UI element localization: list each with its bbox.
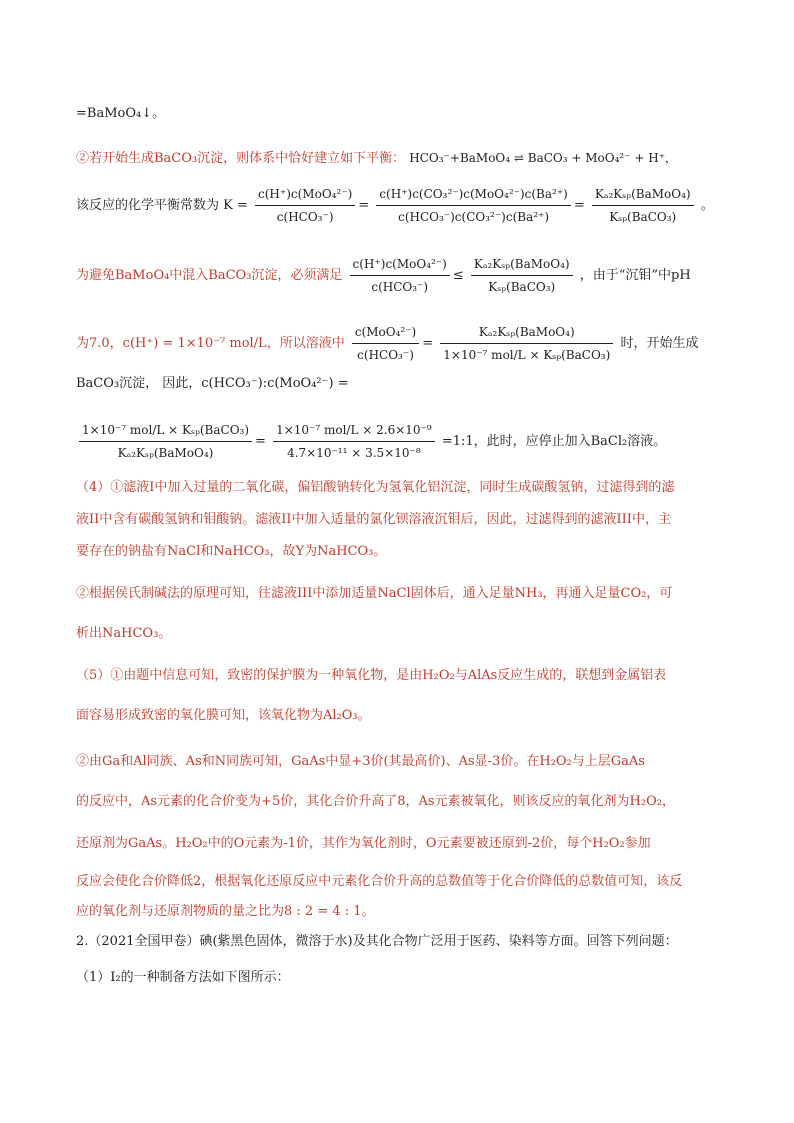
text-line: 的反应中，As元素的化合价变为+5价，其化合价升高了8，As元素被氧化，则该反应的氧化剂为H₂O₂， <box>76 794 675 809</box>
formula-line: 该反应的化学平衡常数为 K = $\frac{\text{c(H⁺)c(MoO₄²⁻)}}{\text{c(HCO₃⁻)}}$ = $\frac{\text{c(H⁺)c(CO₃²⁻)c(MoO₄²⁻)c(Ba²⁺)}}{\text{c(HCO₃⁻)c(CO₃²⁻)c(Ba²⁺)}}$ = $\frac{\text{Kₐ₂Kₛₚ(BaMoO₄)}}{\text{Kₛₚ(BaCO₃)}}$ 。 <box>76 184 734 227</box>
text-line: 液II中含有碳酸氢钠和钼酸钠。滤液II中加入适量的氯化钡溶液沉钼后，因此，过滤得到的滤液III中，主 <box>76 512 671 527</box>
text-line: ②由Ga和Al同族、As和N同族可知，GaAs中显+3价(其最高价)、As显-3价。在H₂O₂与上层GaAs <box>76 754 645 769</box>
text-line: （5）①由题中信息可知，致密的保护膜为一种氧化物，是由H₂O₂与AlAs反应生成的，联想到金属铝表 <box>76 668 667 683</box>
formula-line: 为避免BaMoO₄中混入BaCO₃沉淀，必须满足 $\frac{\text{c(H⁺)c(MoO₄²⁻)}}{\text{c(HCO₃⁻)}}$ ≤ $\frac{\text{Kₐ₂Kₛₚ(BaMoO₄)}}{\text{Kₛₚ(BaCO₃)}}$ ，由于“沉钼”中pH <box>76 254 734 297</box>
text-line: 还原剂为GaAs。H₂O₂中的O元素为-1价，其作为氧化剂时，O元素要被还原到-2价，每个H₂O₂参加 <box>76 836 651 851</box>
question-title: 2.（2021全国甲卷）碘(紫黑色固体，微溶于水)及其化合物广泛用于医药、染料等方面。回答下列问题： <box>76 934 678 949</box>
text: =BaMoO₄↓。 <box>76 106 166 121</box>
text-line: 应的氧化剂与还原剂物质的量之比为8 : 2 = 4 : 1。 <box>76 904 375 919</box>
text-line: 面容易形成致密的氧化膜可知，该氧化物为Al₂O₃。 <box>76 708 371 723</box>
formula-line: $\frac{\text{1×10⁻⁷ mol/L × Kₛₚ(BaCO₃)}}{\text{Kₐ₂Kₛₚ(BaMoO₄)}}$ = $\frac{\text{1×10⁻⁷ mol/L × 2.6×10⁻⁹}}{\text{4.7×10⁻¹¹ × 3.5×10⁻⁸}}$ =1:1，此时，应停止加入BaCl₂溶液。 <box>76 420 734 463</box>
fraction: $\frac{\text{Kₐ₂Kₛₚ(BaMoO₄)}}{\text{Kₛₚ(BaCO₃)}}$ <box>592 184 694 227</box>
equation: HCO₃⁻+BaMoO₄ ⇌ BaCO₃ + MoO₄²⁻ + H⁺， <box>409 151 678 165</box>
fraction: $\frac{\text{c(H⁺)c(CO₃²⁻)c(MoO₄²⁻)c(Ba²⁺)}}{\text{c(HCO₃⁻)c(CO₃²⁻)c(Ba²⁺)}}$ <box>376 184 571 227</box>
text: 。 <box>700 198 714 213</box>
text-line: 要存在的钠盐有NaCl和NaHCO₃，故Y为NaHCO₃。 <box>76 544 387 559</box>
question-part: （1）I₂的一种制备方法如下图所示： <box>76 970 290 985</box>
fraction: $\frac{\text{c(H⁺)c(MoO₄²⁻)}}{\text{c(HCO₃⁻)}}$ <box>350 254 450 297</box>
formula-line: 为7.0，c(H⁺) = 1×10⁻⁷ mol/L，所以溶液中 $\frac{\text{c(MoO₄²⁻)}}{\text{c(HCO₃⁻)}}$ = $\frac{\text{Kₐ₂Kₛₚ(BaMoO₄)}}{\text{1×10⁻⁷ mol/L × Kₛₚ(BaCO₃)}}$ 时，开始生成 <box>76 322 734 365</box>
text: ②若开始生成BaCO₃沉淀，则体系中恰好建立如下平衡： <box>76 151 406 166</box>
fraction: $\frac{\text{Kₐ₂Kₛₚ(BaMoO₄)}}{\text{1×10⁻⁷ mol/L × Kₛₚ(BaCO₃)}}$ <box>440 322 613 365</box>
text: 为7.0，c(H⁺) = 1×10⁻⁷ mol/L，所以溶液中 <box>76 336 345 351</box>
fraction: $\frac{\text{c(MoO₄²⁻)}}{\text{c(HCO₃⁻)}}$ <box>352 322 419 365</box>
fraction: $\frac{\text{1×10⁻⁷ mol/L × Kₛₚ(BaCO₃)}}{\text{Kₐ₂Kₛₚ(BaMoO₄)}}$ <box>79 420 252 463</box>
text-line: 析出NaHCO₃。 <box>76 626 172 641</box>
text: 时，开始生成 <box>620 336 699 351</box>
text-line <box>76 148 734 169</box>
text: 为避免BaMoO₄中混入BaCO₃沉淀，必须满足 <box>76 268 343 283</box>
text: BaCO₃沉淀， 因此，c(HCO₃⁻):c(MoO₄²⁻) = <box>76 376 349 391</box>
text-line <box>76 374 734 394</box>
text-line: 反应会使化合价降低2，根据氧化还原反应中元素化合价升高的总数值等于化合价降低的总数值可知，该反 <box>76 874 683 889</box>
text-line: ②根据侯氏制碱法的原理可知，往滤液III中添加适量NaCl固体后，通入足量NH₃，再通入足量CO₂，可 <box>76 586 673 601</box>
fraction: $\frac{\text{Kₐ₂Kₛₚ(BaMoO₄)}}{\text{Kₛₚ(BaCO₃)}}$ <box>471 254 573 297</box>
text-line: （4）①滤液I中加入过量的二氧化碳，偏铝酸钠转化为氢氧化铝沉淀，同时生成碳酸氢钠，过滤得到的滤 <box>76 480 675 495</box>
text-line <box>76 104 734 124</box>
text: ，由于“沉钼”中pH <box>579 268 691 283</box>
fraction: $\frac{\text{c(H⁺)c(MoO₄²⁻)}}{\text{c(HCO₃⁻)}}$ <box>255 184 355 227</box>
text: =1:1，此时，应停止加入BaCl₂溶液。 <box>441 434 667 449</box>
fraction: $\frac{\text{1×10⁻⁷ mol/L × 2.6×10⁻⁹}}{\text{4.7×10⁻¹¹ × 3.5×10⁻⁸}}$ <box>273 420 435 463</box>
text: 该反应的化学平衡常数为 K = <box>76 198 248 213</box>
